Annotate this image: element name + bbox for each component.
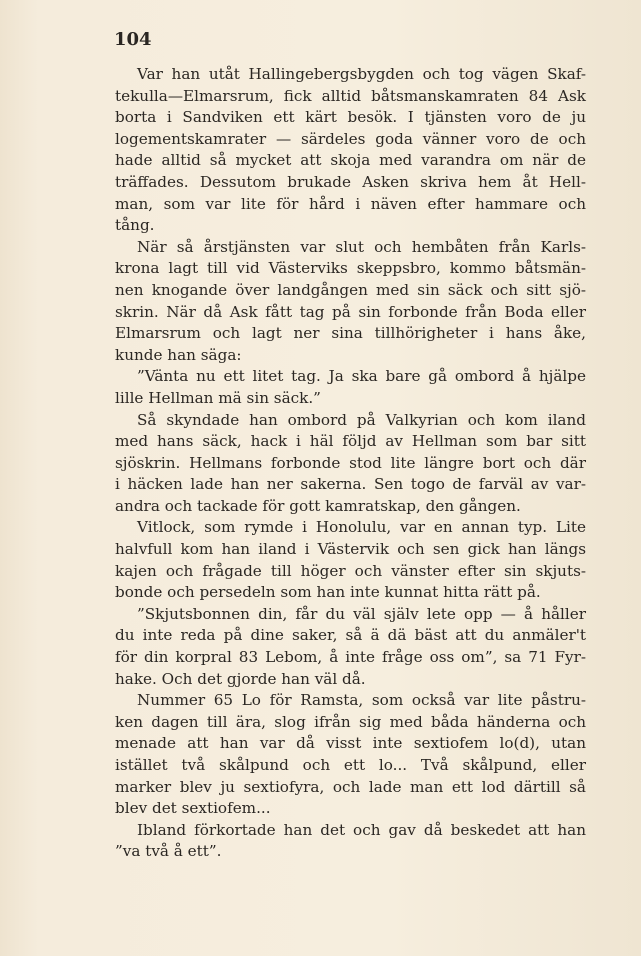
text-line: lille Hellman mä sin säck.” bbox=[115, 388, 321, 407]
text-line: När så årstjänsten var slut och hembåten från Karls- bbox=[137, 237, 586, 256]
text-line: tång. bbox=[115, 216, 155, 235]
text-line: ”Skjutsbonnen din, får du väl själv lete opp — å håller bbox=[137, 604, 586, 623]
page-number: 104 bbox=[114, 29, 152, 50]
text-line: för din korpral 83 Lebom, å inte fråge oss om”, sa 71 Fyr- bbox=[115, 648, 586, 667]
text-line: Så skyndade han ombord på Valkyrian och kom iland bbox=[137, 410, 586, 429]
text-line: nen knogande över landgången med sin säck och sitt sjö- bbox=[115, 280, 586, 299]
text-line: i häcken lade han ner sakerna. Sen togo de farväl av var- bbox=[115, 475, 586, 494]
text-line: borta i Sandviken ett kärt besök. I tjänsten voro de ju bbox=[115, 108, 586, 127]
text-line: istället två skålpund och ett lo... Två skålpund, eller bbox=[115, 756, 586, 774]
text-line: ken dagen till ära, slog ifrån sig med båda händerna och bbox=[115, 712, 586, 731]
text-line: logementskamrater — särdeles goda vänner voro de och bbox=[115, 129, 586, 148]
text-line: skrin. När då Ask fått tag på sin forbonde från Boda eller bbox=[115, 302, 586, 321]
text-line: ”va två å ett”. bbox=[115, 842, 222, 861]
text-line: man, som var lite för hård i näven efter hammare och bbox=[115, 194, 586, 213]
body-text bbox=[115, 64, 586, 863]
text-line: krona lagt till vid Västerviks skeppsbro, kommo båtsmän- bbox=[115, 259, 586, 278]
text-line: Nummer 65 Lo för Ramsta, som också var lite påstru- bbox=[137, 691, 586, 710]
text-line: halvfull kom han iland i Västervik och sen gick han längs bbox=[115, 540, 586, 559]
text-line: menade att han var då visst inte sextiofem lo(d), utan bbox=[115, 734, 586, 753]
text-line: Vitlock, som rymde i Honolulu, var en annan typ. Lite bbox=[137, 518, 586, 537]
text-line: du inte reda på dine saker, så ä dä bäst att du anmäler't bbox=[115, 626, 586, 645]
text-line: hade alltid så mycket att skoja med varandra om när de bbox=[115, 151, 586, 170]
text-line: ”Vänta nu ett litet tag. Ja ska bare gå ombord å hjälpe bbox=[137, 367, 586, 386]
text-line: bonde och persedeln som han inte kunnat hitta rätt på. bbox=[115, 583, 541, 602]
text-line: Var han utåt Hallingebergsbygden och tog vägen Skaf- bbox=[137, 65, 586, 83]
text-line: hake. Och det gjorde han väl då. bbox=[115, 669, 366, 688]
text-line: sjöskrin. Hellmans forbonde stod lite längre bort och där bbox=[115, 453, 586, 472]
text-line: marker blev ju sextiofyra, och lade man ett lod därtill så bbox=[115, 777, 586, 796]
text-line: Elmarsrum och lagt ner sina tillhörigheter i hans åke, bbox=[115, 324, 586, 343]
text-line: med hans säck, hack i häl följd av Hellman som bar sitt bbox=[115, 432, 586, 451]
text-line: träffades. Dessutom brukade Asken skriva hem åt Hell- bbox=[115, 172, 586, 191]
text-line: kajen och frågade till höger och vänster efter sin skjuts- bbox=[115, 561, 586, 580]
text-line: kunde han säga: bbox=[115, 345, 242, 364]
text-line: Ibland förkortade han det och gav då beskedet att han bbox=[137, 820, 586, 839]
text-line: tekulla—Elmarsrum, fick alltid båtsmanskamraten 84 Ask bbox=[115, 86, 586, 105]
text-line: andra och tackade för gott kamratskap, den gången. bbox=[115, 496, 521, 515]
text-line: blev det sextiofem... bbox=[115, 799, 271, 818]
